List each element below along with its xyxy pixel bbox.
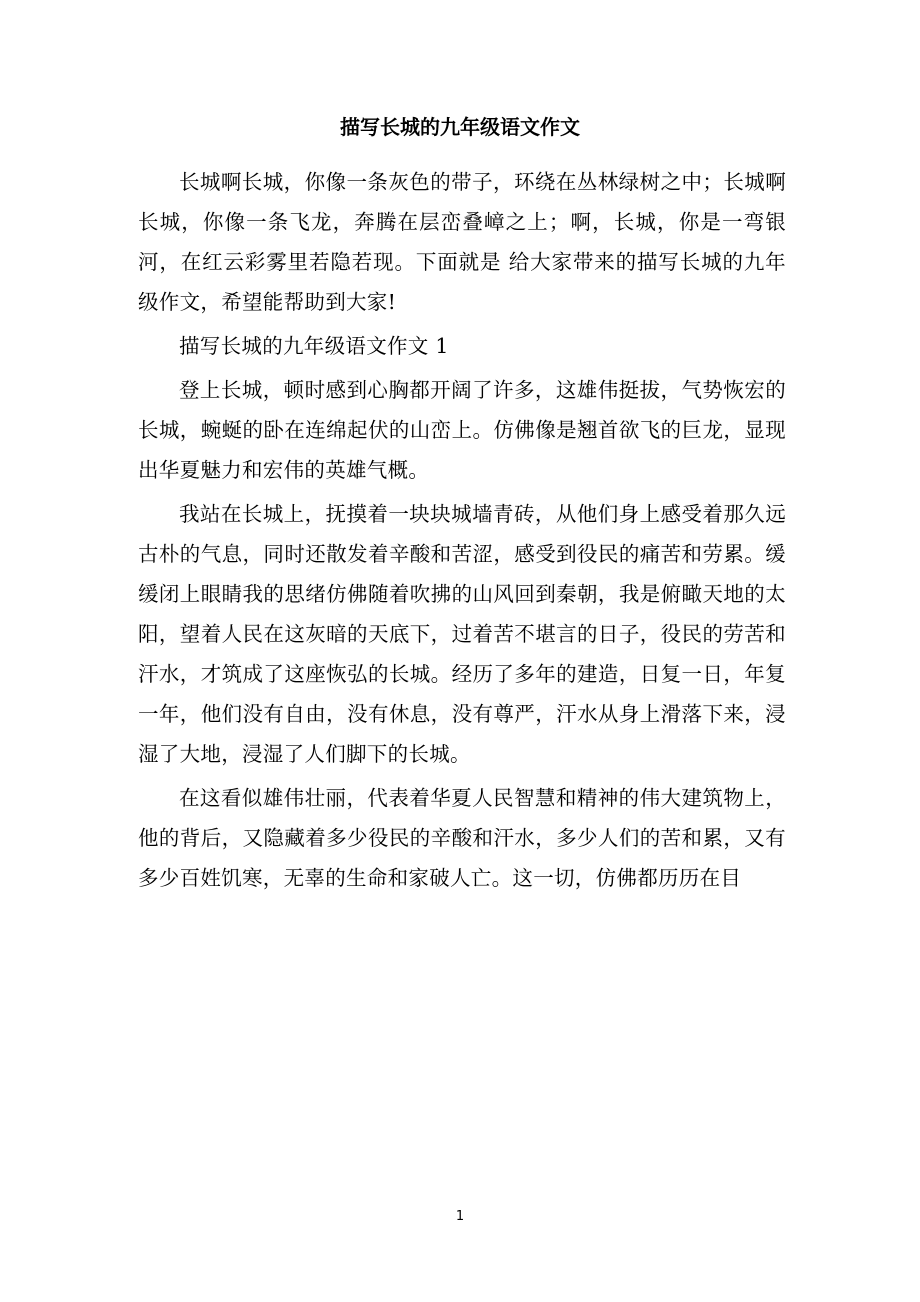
document-title: 描写长城的九年级语文作文	[340, 115, 580, 139]
section-heading: 描写长城的九年级语文作文 1	[179, 334, 449, 358]
body-paragraph-3: 在这看似雄伟壮丽，代表着华夏人民智慧和精神的伟大建筑物上，他的背后，又隐藏着多少役民的辛酸和汗水，多少人们的苦和累，又有多少百姓饥寒，无辜的生命和家破人亡。这一切，仿佛都历历在目	[138, 786, 786, 890]
body-paragraph-1: 登上长城，顿时感到心胸都开阔了许多，这雄伟挺拔，气势恢宏的长城，蜿蜒的卧在连绵起伏的山峦上。仿佛像是翘首欲飞的巨龙，显现出华夏魅力和宏伟的英雄气概。	[138, 378, 786, 482]
body-paragraph-2: 我站在长城上，抚摸着一块块城墙青砖，从他们身上感受着那久远古朴的气息，同时还散发着辛酸和苦涩，感受到役民的痛苦和劳累。缓缓闭上眼睛我的思绪仿佛随着吹拂的山风回到秦朝，我是俯瞰天地的太阳，望着人民在这灰暗的天底下，过着苦不堪言的日子，役民的劳苦和汗水，才筑成了这座恢弘的长城。经历了多年的建造，日复一日，年复一年，他们没有自由，没有休息，没有尊严，汗水从身上滑落下来，浸湿了大地，浸湿了人们脚下的长城。	[138, 502, 786, 766]
page-number: 1	[455, 1209, 465, 1224]
document-body	[138, 162, 786, 902]
intro-paragraph: 长城啊长城，你像一条灰色的带子，环绕在丛林绿树之中；长城啊长城，你像一条飞龙，奔腾在层峦叠嶂之上；啊，长城，你是一弯银河，在红云彩雾里若隐若现。下面就是 给大家带来的描写长城的九年级作文，希望能帮助到大家!	[138, 170, 786, 314]
